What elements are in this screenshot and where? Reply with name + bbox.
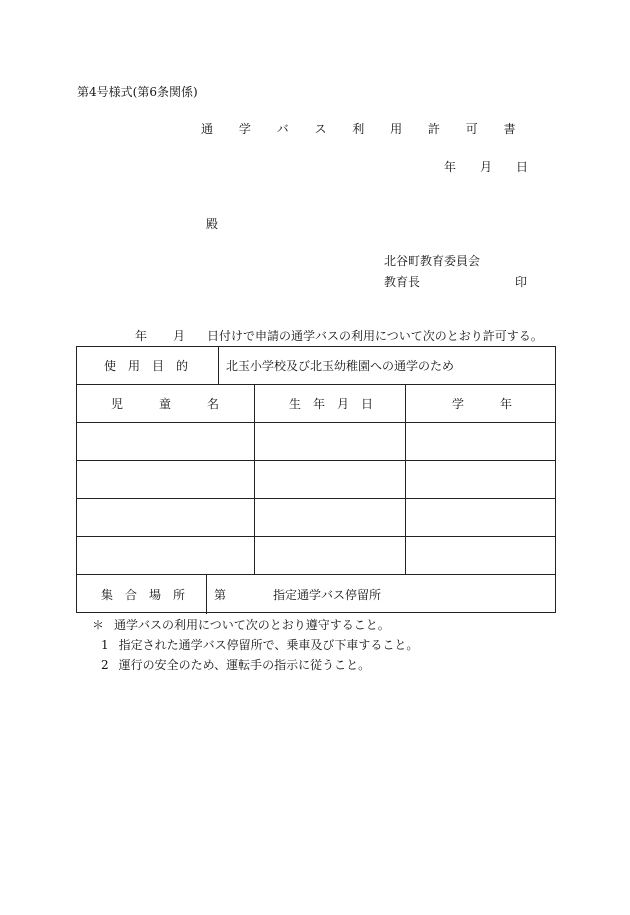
meeting-place-suffix: 指定通学バス停留所 bbox=[273, 588, 382, 602]
date-year-label: 年 bbox=[444, 160, 457, 174]
form-number: 第4号様式(第6条関係) bbox=[77, 85, 198, 99]
table-divider bbox=[405, 384, 406, 574]
permit-month-label: 月 bbox=[173, 329, 186, 343]
list-item bbox=[101, 659, 370, 671]
issuer-title: 教育長 bbox=[384, 275, 421, 289]
header-grade: 学 年 bbox=[452, 397, 513, 411]
table-divider bbox=[77, 384, 555, 385]
table-divider bbox=[77, 422, 555, 423]
list-item-number: 2 bbox=[101, 658, 109, 672]
permit-table bbox=[76, 346, 556, 613]
table-divider bbox=[77, 498, 555, 499]
header-birth-date: 生 年 月 日 bbox=[289, 397, 374, 411]
document-title: 通 学 バ ス 利 用 許 可 書 bbox=[201, 122, 527, 136]
purpose-value: 北玉小学校及び北玉幼稚園への通学のため bbox=[226, 359, 455, 373]
list-item bbox=[101, 639, 418, 651]
meeting-place-prefix: 第 bbox=[214, 588, 227, 602]
list-item-text: 指定された通学バス停留所で、乗車及び下車すること。 bbox=[118, 638, 419, 652]
addressee-honorific: 殿 bbox=[206, 217, 219, 231]
purpose-label: 使 用 目 的 bbox=[104, 359, 189, 373]
notes-heading-text: 通学バスの利用について次のとおり遵守すること。 bbox=[114, 618, 390, 632]
seal-mark: 印 bbox=[515, 275, 528, 289]
table-divider bbox=[254, 384, 255, 574]
issuer-organization: 北谷町教育委員会 bbox=[384, 254, 481, 268]
asterisk-mark: ＊ bbox=[92, 618, 105, 632]
date-day-label: 日 bbox=[516, 160, 529, 174]
permit-statement: 日付けで申請の通学バスの利用について次のとおり許可する。 bbox=[207, 329, 543, 343]
table-divider bbox=[77, 460, 555, 461]
header-child-name: 児 童 名 bbox=[111, 397, 220, 411]
date-month-label: 月 bbox=[480, 160, 493, 174]
permit-year-label: 年 bbox=[135, 329, 148, 343]
table-divider bbox=[218, 347, 219, 384]
table-divider bbox=[77, 536, 555, 537]
notes-heading bbox=[92, 619, 390, 631]
meeting-place-label: 集 合 場 所 bbox=[101, 588, 186, 602]
table-divider bbox=[77, 574, 555, 575]
list-item-text: 運行の安全のため、運転手の指示に従うこと。 bbox=[118, 658, 371, 672]
list-item-number: 1 bbox=[101, 638, 109, 652]
table-divider bbox=[206, 574, 207, 614]
